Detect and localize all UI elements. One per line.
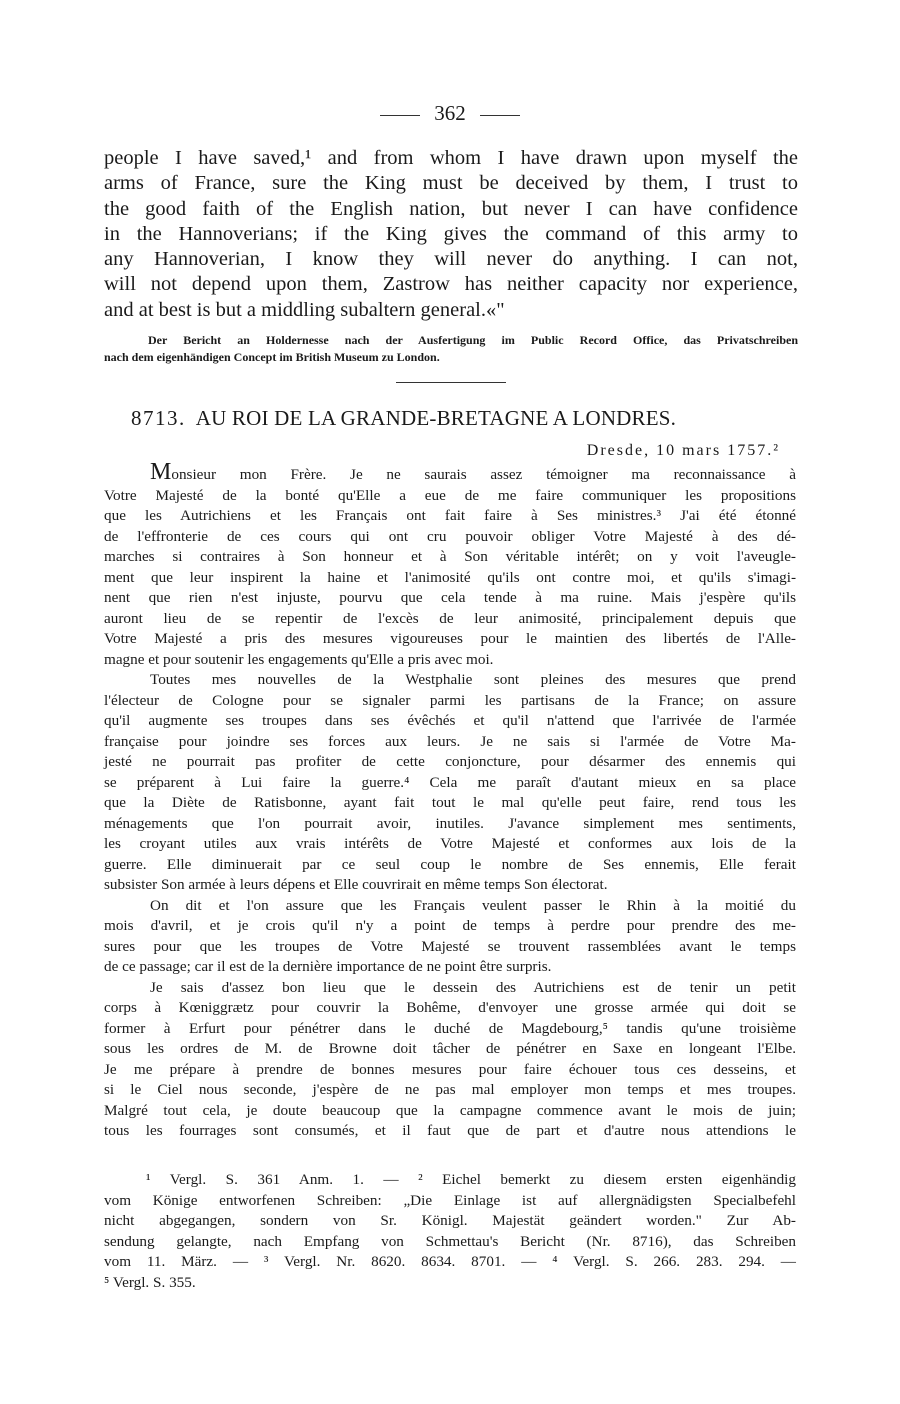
letter-line: former à Erfurt pour pénétrer dans le duché de Magdebourg,⁵ tandis qu'une troisième bbox=[104, 1019, 796, 1037]
text-line: and at best is but a middling subaltern general.«" bbox=[104, 298, 505, 321]
text-line: any Hannoverian, I know they will never do anything. I can not, bbox=[104, 248, 798, 271]
letter-title: AU ROI DE LA GRANDE-BRETAGNE A LONDRES. bbox=[195, 406, 677, 430]
text-line: arms of France, sure the King must be deceived by them, I trust to bbox=[104, 172, 798, 195]
source-note-line: Der Bericht an Holdernesse nach der Ausfertigung im Public Record Office, das Privatschreiben bbox=[148, 333, 798, 347]
footnote-line: ⁵ Vergl. S. 355. bbox=[104, 1273, 196, 1291]
source-note-line: nach dem eigenhändigen Concept im British Museum zu London. bbox=[104, 350, 440, 364]
footnote-line: ¹ Vergl. S. 361 Anm. 1. — ² Eichel bemerkt zu diesem ersten eigenhändig bbox=[146, 1171, 796, 1188]
header-rule-right bbox=[480, 115, 520, 116]
letter-line: tous les fourrages sont consumés, et il faut que de part et d'autre nous attendions le bbox=[104, 1122, 796, 1139]
letter-line: qu'il augmente ses troupes dans ses évêchés et qu'il n'attend que l'arrivée de l'armée bbox=[104, 712, 796, 729]
letter-line: auront lieu de se repentir de l'excès de leur animosité, principalement depuis que bbox=[104, 609, 796, 627]
letter-line: que la Diète de Ratisbonne, ayant fait tout le mal qu'elle peut faire, rend tous les bbox=[104, 794, 796, 811]
letter-line: l'électeur de Cologne pour se signaler parmi les partisans de la France; on assure bbox=[104, 691, 796, 709]
letter-line: On dit et l'on assure que les Français veulent passer le Rhin à la moitié du bbox=[150, 896, 796, 914]
letter-line: guerre. Elle diminuerait par ce seul coup le nombre de Ses ennemis, Elle ferait bbox=[104, 855, 796, 873]
letter-line: corps à Kœniggrætz pour couvrir la Bohême, d'envoyer une grosse armée qui doit se bbox=[104, 999, 796, 1016]
page-number-header bbox=[0, 100, 900, 126]
letter-body bbox=[104, 459, 796, 1142]
letter-line: magne et pour soutenir les engagements qu'Elle a pris avec moi. bbox=[104, 650, 494, 668]
text-line: the good faith of the English nation, but never I can have confidence bbox=[104, 197, 798, 220]
letter-line bbox=[104, 459, 796, 486]
letter-line: de ce passage; car il est de la dernière importance de ne point être surpris. bbox=[104, 958, 552, 975]
letter-line: se préparent à Lui faire la guerre.⁴ Cela me paraît d'autant mieux en sa place bbox=[104, 773, 796, 791]
drop-cap: M bbox=[150, 459, 172, 485]
footnote-line: sendung gelangte, nach Empfang von Schmettau's Bericht (Nr. 8716), das Schreiben bbox=[104, 1232, 796, 1250]
letter-line: mois d'avril, et je crois qu'il n'y a point de temps à perdre pour prendre des me- bbox=[104, 917, 796, 934]
english-passage bbox=[104, 146, 798, 323]
letter-line: ménagements que l'on pourrait avoir, inutiles. J'avance simplement mes sentiments, bbox=[104, 814, 796, 832]
letter-line: jesté ne pourrait pas profiter de cette conjoncture, pour désarmer des ennemis qui bbox=[104, 753, 796, 770]
letter-line: Malgré tout cela, je doute beaucoup que la campagne commence avant le mois de juin; bbox=[104, 1101, 796, 1119]
text-line: people I have saved,¹ and from whom I have drawn upon myself the bbox=[104, 147, 798, 169]
letter-line: que les Autrichiens et les Français ont fait faire à Ses ministres.³ J'ai été étonné bbox=[104, 507, 796, 524]
dateline: Dresde, 10 mars 1757.² bbox=[586, 442, 780, 459]
letter-line: sous les ordres de M. de Browne doit tâcher de pénétrer en Saxe en longeant l'Elbe. bbox=[104, 1040, 796, 1057]
footnote-line: nicht abgegangen, sondern von Sr. Königl. Majestät geändert worden." Zur Ab- bbox=[104, 1212, 796, 1230]
letter-line: Toutes mes nouvelles de la Westphalie sont pleines des mesures que prend bbox=[150, 671, 796, 688]
letter-heading bbox=[131, 405, 831, 431]
letter-line: subsister Son armée à leurs dépens et Elle couvrirait en même temps Son électorat. bbox=[104, 876, 608, 893]
letter-line-text: onsieur mon Frère. Je ne saurais assez témoigner ma reconnaissance à bbox=[171, 466, 796, 483]
letter-line: marches si contraires à Son honneur et à Son véritable intérêt; on y voit l'aveugle- bbox=[104, 548, 796, 565]
letter-line: de l'effronterie de ces cours qui ont cru pouvoir obliger Votre Majesté à des dé- bbox=[104, 527, 796, 545]
letter-line: ment que leur inspirent la haine et l'animosité qu'ils ont contre moi, et qu'ils s'imagi- bbox=[104, 568, 796, 586]
letter-line: si le Ciel nous seconde, j'espère de ne pas mal employer mon temps et mes troupes. bbox=[104, 1081, 796, 1098]
letter-line: nent que rien n'est injuste, pourvu que cela tende à ma ruine. Mais j'espère qu'ils bbox=[104, 589, 796, 606]
letter-line: Je sais d'assez bon lieu que le dessein des Autrichiens est de tenir un petit bbox=[150, 978, 796, 996]
source-note bbox=[104, 332, 798, 366]
footnotes bbox=[104, 1170, 796, 1294]
page-number: 362 bbox=[434, 101, 466, 125]
letter-line: française pour joindre ses forces aux leurs. Je ne sais si l'armée de Votre Ma- bbox=[104, 732, 796, 750]
header-rule-left bbox=[380, 115, 420, 116]
footnote-line: vom Könige entworfenen Schreiben: „Die Einlage ist auf allergnädigsten Specialbefehl bbox=[104, 1191, 796, 1209]
text-line: will not depend upon them, Zastrow has neither capacity nor experience, bbox=[104, 273, 798, 296]
letter-line: Votre Majesté de la bonté qu'Elle a eue de me faire communiquer les propositions bbox=[104, 486, 796, 504]
letter-line: sures pour que les troupes de Votre Majesté se trouvent rassemblées avant le temps bbox=[104, 937, 796, 955]
letter-line: Votre Majesté a pris des mesures vigoureuses pour le maintien des libertés de l'Alle- bbox=[104, 630, 796, 647]
footnote-line: vom 11. März. — ³ Vergl. Nr. 8620. 8634. 8701. — ⁴ Vergl. S. 266. 283. 294. — bbox=[104, 1253, 796, 1271]
section-divider bbox=[396, 382, 506, 383]
letter-number: 8713. bbox=[131, 406, 186, 430]
letter-line: les croyant utiles aux vrais intérêts de Votre Majesté et conformes aux lois de la bbox=[104, 835, 796, 852]
letter-line: Je me prépare à prendre de bonnes mesures pour faire échouer tous ces desseins, et bbox=[104, 1060, 796, 1078]
text-line: in the Hannoverians; if the King gives the command of this army to bbox=[104, 222, 798, 245]
